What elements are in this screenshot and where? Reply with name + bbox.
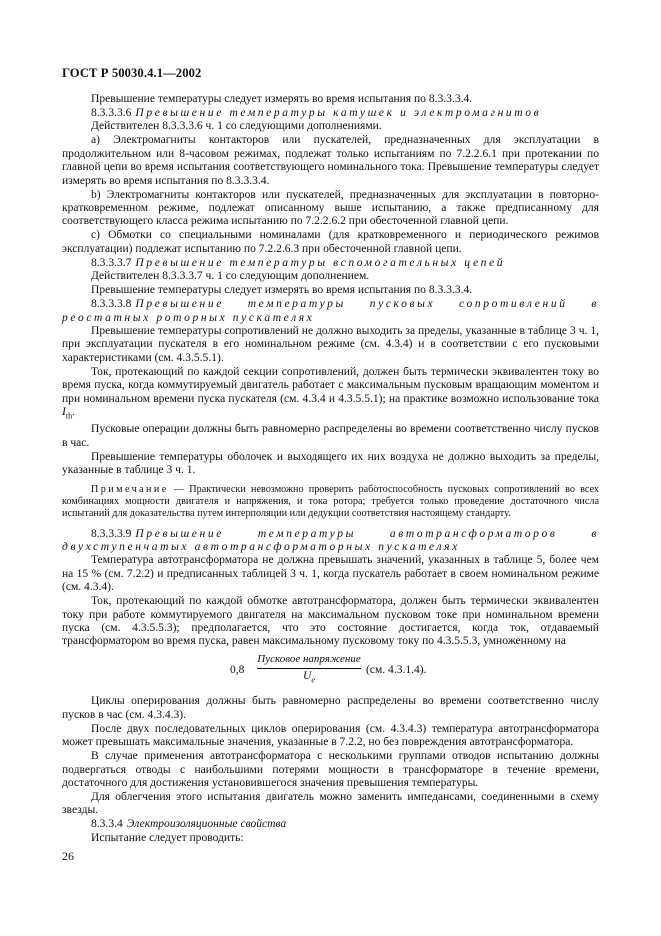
formula <box>62 649 599 695</box>
formula-numerator: Пусковое напряжение <box>257 653 361 668</box>
list-item-b: b) Электромагниты контакторов или пускателей, предназначенных для эксплуатации в повторно-кратковременном режиме, подлежат описанному выше испытанию, а также предписанному для соответствующего класса режима испытанию по 7.2.2.6.2 при обесточенной главной цепи. <box>62 188 599 228</box>
formula-denominator-subscript: e <box>311 675 315 685</box>
paragraph: Температура автотрансформатора не должна превышать значений, указанных в таблице 5, более чем на 15 % (см. 7.2.2) и предписанных таблицей 3 ч. 1, когда пускатель работает в своем номинальном режиме (см. 4.3.4). <box>62 554 599 594</box>
paragraph: В случае применения автотрансформатора с несколькими группами отводов испытанию должны подвергаться отводы с наибольшими потерями мощности в трансформаторе в течение времени, достаточного для достижения установившегося значения превышения температуры. <box>62 750 599 790</box>
current-symbol: I <box>62 406 66 419</box>
section-heading-8-3-3-3-6 <box>62 107 599 120</box>
note <box>62 484 599 520</box>
section-number: 8.3.3.3.9 <box>91 527 132 540</box>
list-item-a: а) Электромагниты контакторов или пускателей, предназначенных для эксплуатации в продолжительном или 8-часовом режимах, подлежат только испытаниям по 7.2.2.6.1 при протекании по главной цепи во время испытания соответствующего номинального тока. Превышение температуры следует измерять во время испытания по 8.3.3.3.4. <box>62 134 599 187</box>
formula-denominator <box>257 669 361 687</box>
formula-reference: (см. 4.3.1.4). <box>366 664 427 677</box>
section-number: 8.3.3.3.6 <box>91 107 132 119</box>
paragraph-text: Ток, протекающий по каждой секции сопротивлений, должен быть термически эквивалентен току во время пуска, когда коммутируемый двигатель работает с максимальным пусковым вращающим моментом и при номинальном времени пуска пускателя (см. 4.3.4 и 4.3.5.5.1); на практике возможно использование тока <box>62 365 599 405</box>
formula-fraction <box>257 653 361 686</box>
paragraph: Действителен 8.3.3.3.7 ч. 1 со следующим дополнением. <box>91 270 370 283</box>
paragraph: Испытание следует проводить: <box>91 831 244 844</box>
section-title: Превышение температуры пусковых сопротивлений в реостатных роторных пускателях <box>62 298 599 324</box>
section-heading-8-3-3-3-7 <box>62 257 599 270</box>
page-number: 26 <box>62 849 74 863</box>
standard-header: ГОСТ Р 50030.4.1—2002 <box>62 66 202 80</box>
paragraph: Превышение температуры оболочек и выходящего их них воздуха не должно выходить за пределы, указанные в таблице 3 ч. 1. <box>62 450 599 477</box>
paragraph <box>62 366 599 423</box>
section-heading-8-3-3-3-8 <box>62 298 599 325</box>
list-item-c: с) Обмотки со специальными номиналами (для кратковременного и периодического режимов эксплуатации) подлежат испытанию по 7.2.2.6.3 при обесточенной главной цепи. <box>62 229 599 255</box>
section-number: 8.3.3.3.8 <box>91 298 132 311</box>
paragraph: Превышение температуры следует измерять во время испытания по 8.3.3.3.4. <box>91 93 473 105</box>
section-heading-8-3-3-3-9 <box>62 528 599 555</box>
paragraph: Превышение температуры сопротивлений не должно выходить за пределы, указанные в таблице 3 ч. 1, при эксплуатации пускателя в его номинальном режиме (см. 4.3.4) и в соответствии с его пусковыми характеристиками (см. 4.3.5.5.1). <box>62 325 599 364</box>
paragraph: Превышение температуры следует измерять во время испытания по 8.3.3.3.4. <box>91 284 473 297</box>
paragraph: Циклы оперирования должны быть равномерно распределены во времени соответственно числу пусков в час (см. 4.3.4.3). <box>62 695 599 721</box>
note-label: Примечание <box>91 483 169 495</box>
paragraph-end: . <box>72 406 75 419</box>
section-title: Превышение температуры катушек и электромагнитов <box>135 107 542 119</box>
formula-coefficient: 0,8 <box>230 664 245 677</box>
note-text: — Практически невозможно проверить работоспособность пусковых сопротивлений во всех комбинациях мощности двигателя и напряжения, и тока ротора; требуется только проведение достаточного числа испытаний для доказательства путем интерполяции или дедукции соответствия настоящему стандарту. <box>62 483 599 519</box>
section-title: Электроизоляционные свойства <box>126 818 287 831</box>
current-subscript: th <box>65 411 73 421</box>
document-body <box>62 93 599 846</box>
paragraph: Ток, протекающий по каждой обмотке автотрансформатора, должен быть термически эквивалентен току при работе коммутируемого двигателя на максимальном пусковом токе при номинальном времени пуска (см. 4.3.5.5.3); предполагается, что это состояние достигается, когда ток, отдаваемый трансформатором во время пуска, равен максимальному пусковому току по 4.3.5.5.3, умноженному на <box>62 595 599 648</box>
paragraph: После двух последовательных циклов оперирования (см. 4.3.4.3) температура автотрансформатора может превышать максимальные значения, указанные в 7.2.2, но без повреждения автотрансформатора. <box>62 722 599 749</box>
section-heading-8-3-3-4 <box>62 818 599 831</box>
paragraph: Для облегчения этого испытания двигатель можно заменить импедансами, соединенными в схему звезды. <box>62 791 599 817</box>
paragraph: Действителен 8.3.3.3.6 ч. 1 со следующими дополнениями. <box>91 120 382 133</box>
paragraph: Пусковые операции должны быть равномерно распределены во времени соответственно числу пусков в час. <box>62 423 599 449</box>
section-title: Превышение температуры автотрансформаторов в двухступенчатых автотрансформаторных пускателях <box>62 527 599 554</box>
section-number: 8.3.3.4 <box>91 818 123 831</box>
formula-denominator-symbol: U <box>303 669 312 682</box>
section-number: 8.3.3.3.7 <box>91 256 132 269</box>
section-title: Превышение температуры вспомогательных цепей <box>135 256 506 269</box>
